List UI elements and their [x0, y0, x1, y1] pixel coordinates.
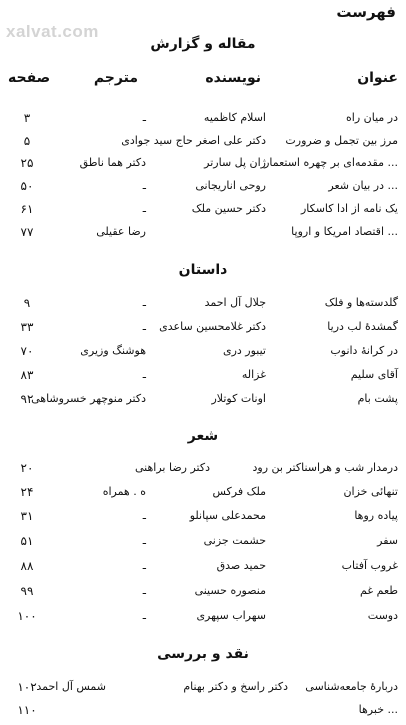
entry-page: ۱۰۲ [17, 680, 37, 694]
entry-title: تنهائی خزان [343, 485, 398, 498]
entry-title: گلدسته‌ها و فلک [324, 296, 398, 309]
entry-page: ۶۱ [20, 202, 34, 216]
entry-title: سفر [377, 534, 398, 547]
entry-author: دکتر رضا براهنی [135, 461, 210, 474]
column-header-author: نویسنده [205, 70, 261, 86]
toc-row [0, 175, 406, 197]
entry-author: تیبور دری [222, 344, 266, 357]
entry-translator: شمس آل احمد [36, 680, 106, 693]
toc-row [0, 457, 406, 479]
entry-title: غروب آفتاب [341, 559, 398, 572]
entry-page: ۲۰ [20, 461, 34, 475]
entry-page: ۹۲ [20, 392, 34, 406]
watermark: xalvat.com [6, 22, 99, 41]
toc-row [0, 676, 406, 698]
entry-author: حمید صدق [216, 559, 266, 572]
entry-author: حشمت جزنی [203, 534, 266, 547]
entry-page: ۸۸ [20, 559, 34, 573]
toc-row [0, 605, 406, 627]
entry-translator: هوشنگ وزیری [80, 344, 146, 357]
entry-author: محمدعلی سپانلو [189, 509, 266, 522]
entry-translator: ـ [142, 609, 146, 622]
toc-row [0, 580, 406, 602]
entry-translator: ـ [142, 509, 146, 522]
entry-page: ۷۷ [20, 225, 34, 239]
toc-row [0, 107, 406, 129]
entry-title: مرز بین تجمل و ضرورت [285, 134, 398, 147]
entry-author: جلال آل احمد [204, 296, 266, 309]
column-header-translator: مترجم [93, 70, 138, 86]
entry-title: طعم غم [360, 584, 398, 597]
entry-translator: ه . همراه [102, 485, 146, 498]
entry-translator: ـ [142, 534, 146, 547]
toc-row [0, 530, 406, 552]
entry-page: ۳ [23, 111, 31, 125]
toc-row [0, 505, 406, 527]
section-title-stories: داستان [178, 262, 228, 278]
entry-translator: ـ [142, 111, 146, 124]
entry-title: اقتصاد امریکا و اروپا ... [291, 225, 398, 238]
entry-translator: ـ [142, 296, 146, 309]
entry-title: پشت بام [357, 392, 398, 405]
entry-page: ۹ [23, 296, 31, 310]
entry-title: در بیان شعر ... [328, 179, 398, 192]
entry-translator: دکتر منوچهر خسروشاهی [31, 392, 146, 405]
entry-author: سهراب سپهری [196, 609, 266, 622]
entry-title: پیاده روها [354, 509, 398, 522]
entry-page: ۷۰ [20, 344, 34, 358]
entry-page: ۹۹ [20, 584, 34, 598]
entry-author: ملک فرکس [212, 485, 266, 498]
entry-author: غزاله [241, 368, 266, 381]
toc-row [0, 152, 406, 174]
toc-row [0, 388, 406, 410]
entry-title: یک نامه از ادا کاسکار [300, 202, 398, 215]
toc-row [0, 130, 406, 152]
page-heading: فهرست [336, 3, 396, 21]
entry-author: روحی اناریجانی [195, 179, 266, 192]
entry-author: دکتر غلامحسین ساعدی [159, 320, 266, 333]
entry-page: ۳۳ [20, 320, 34, 334]
entry-title: مقدمه‌ای بر چهره استعمار ... [264, 156, 398, 169]
entry-translator: ـ [142, 559, 146, 572]
entry-page: ۳۱ [20, 509, 34, 523]
entry-author: اسلام کاظمیه [203, 111, 266, 124]
entry-title: آقای سلیم [350, 368, 398, 381]
entry-page: ۵۰ [20, 179, 34, 193]
entry-page: ۵۱ [20, 534, 34, 548]
entry-author: دکتر علی اصغر حاج سید جوادی [121, 134, 266, 147]
entry-translator: ـ [142, 320, 146, 333]
toc-row [0, 221, 406, 243]
entry-title: دوست [367, 609, 398, 622]
toc-row [0, 292, 406, 314]
toc-row [0, 364, 406, 386]
toc-row [0, 699, 406, 721]
section-title-articles: مقاله و گزارش [150, 36, 256, 52]
entry-title: دربارهٔ جامعه‌شناسی [305, 680, 398, 693]
entry-title: خبرها ... [358, 703, 398, 716]
entry-page: ۱۱۰ [17, 703, 37, 717]
toc-row [0, 316, 406, 338]
toc-row [0, 340, 406, 362]
toc-row [0, 198, 406, 220]
entry-translator: رضا عقیلی [96, 225, 146, 238]
entry-page: ۵ [23, 134, 31, 148]
entry-author: اونات کوتلار [211, 392, 266, 405]
entry-translator: ـ [142, 584, 146, 597]
entry-author: ژان پل سارتر [204, 156, 266, 169]
entry-page: ۱۰۰ [17, 609, 37, 623]
section-title-poetry: شعر [187, 428, 219, 444]
entry-author: دکتر حسین ملک [191, 202, 266, 215]
column-header-page: صفحه [8, 70, 51, 86]
column-header-title: عنوان [357, 70, 398, 86]
toc-row [0, 481, 406, 503]
entry-author: منصوره حسینی [194, 584, 266, 597]
entry-translator: ـ [142, 368, 146, 381]
entry-title: در کرانهٔ دانوب [330, 344, 398, 357]
entry-page: ۸۳ [20, 368, 34, 382]
entry-title: در میان راه [346, 111, 398, 124]
entry-translator: ـ [142, 179, 146, 192]
toc-row [0, 555, 406, 577]
entry-translator: دکتر هما ناطق [79, 156, 146, 169]
entry-page: ۲۵ [20, 156, 34, 170]
entry-title: گمشدهٔ لب دریا [327, 320, 398, 333]
entry-title: درمدار شب و هراسناکتر بن رود [252, 461, 398, 474]
entry-page: ۲۴ [20, 485, 34, 499]
section-title-criticism: نقد و بررسی [157, 646, 249, 662]
entry-author: دکتر راسخ و دکتر بهنام [183, 680, 288, 693]
entry-translator: ـ [142, 202, 146, 215]
